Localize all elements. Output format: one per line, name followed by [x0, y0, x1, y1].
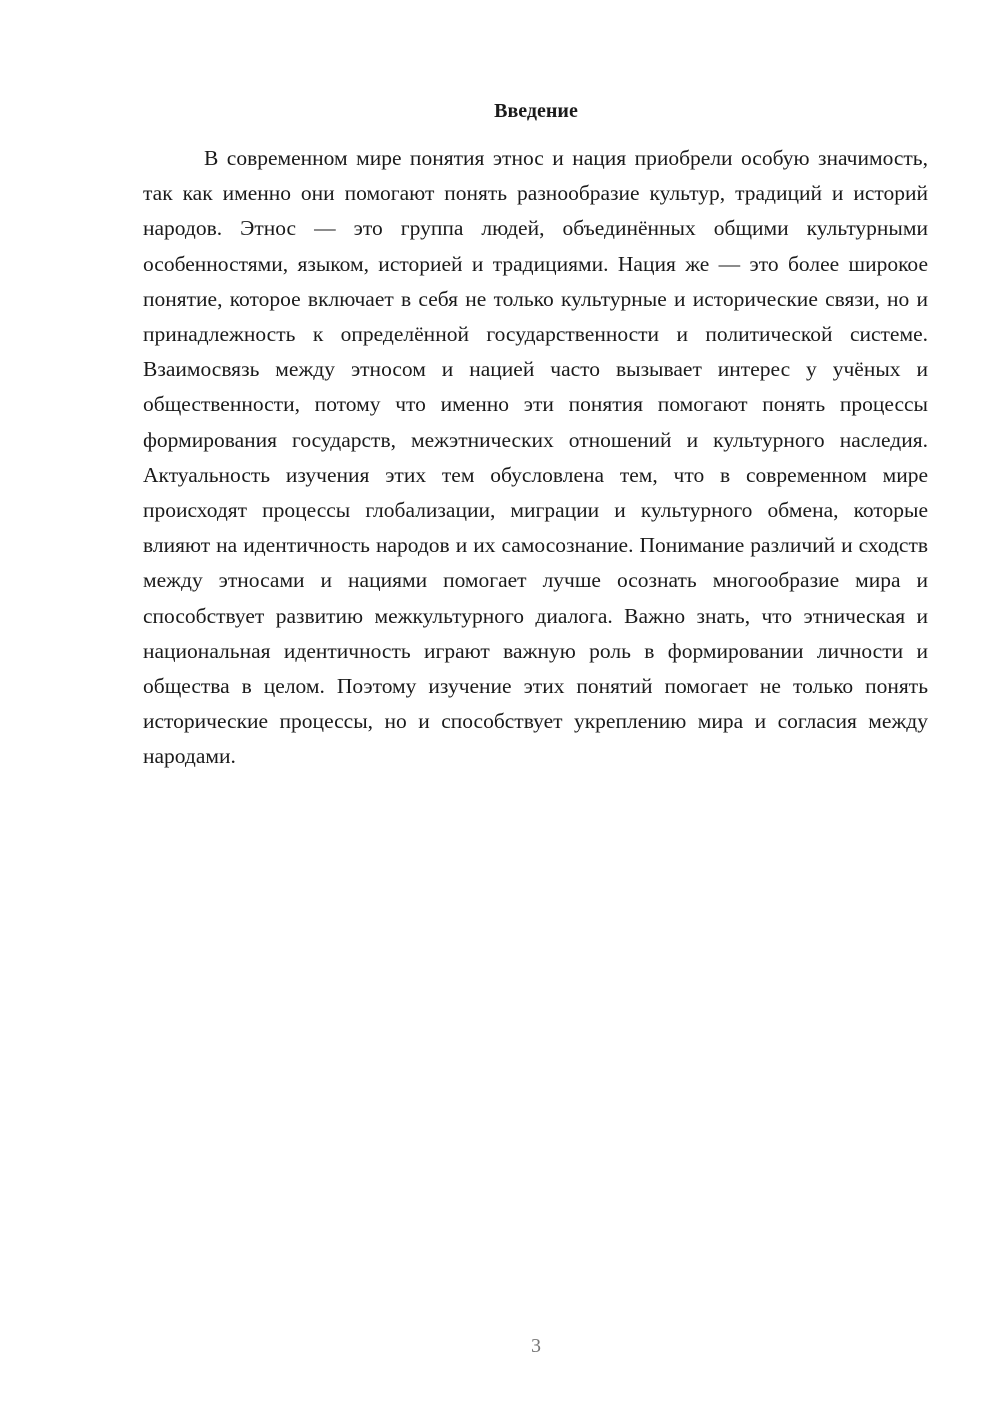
introduction-paragraph: В современном мире понятия этнос и нация приобрели особую значимость, так как именно они помогают понять разнообразие культур, традиций и историй народов. Этнос — это группа людей, объединённых общими культурными особенностями, языком, историей и традициями. Нация же — это более широкое понятие, которое включает в себя не только культурные и исторические связи, но и принадлежность к определённой государственности и политической системе. Взаимосвязь между этносом и нацией часто вызывает интерес у учёных и общественности, потому что именно эти понятия помогают понять процессы формирования государств, межэтнических отношений и культурного наследия. Актуальность изучения этих тем обусловлена тем, что в современном мире происходят процессы глобализации, миграции и культурного обмена, которые влияют на идентичность народов и их самосознание. Понимание различий и сходств между этносами и нациями помогает лучше осознать многообразие мира и способствует развитию межкультурного диалога. Важно знать, что этническая и национальная идентичность играют важную роль в формировании личности и общества в целом. Поэтому изучение этих понятий помогает не только понять исторические процессы, но и способствует укреплению мира и согласия между народами.	[143, 146, 928, 769]
page-title: Введение	[494, 100, 578, 122]
page-number: 3	[531, 1335, 541, 1357]
